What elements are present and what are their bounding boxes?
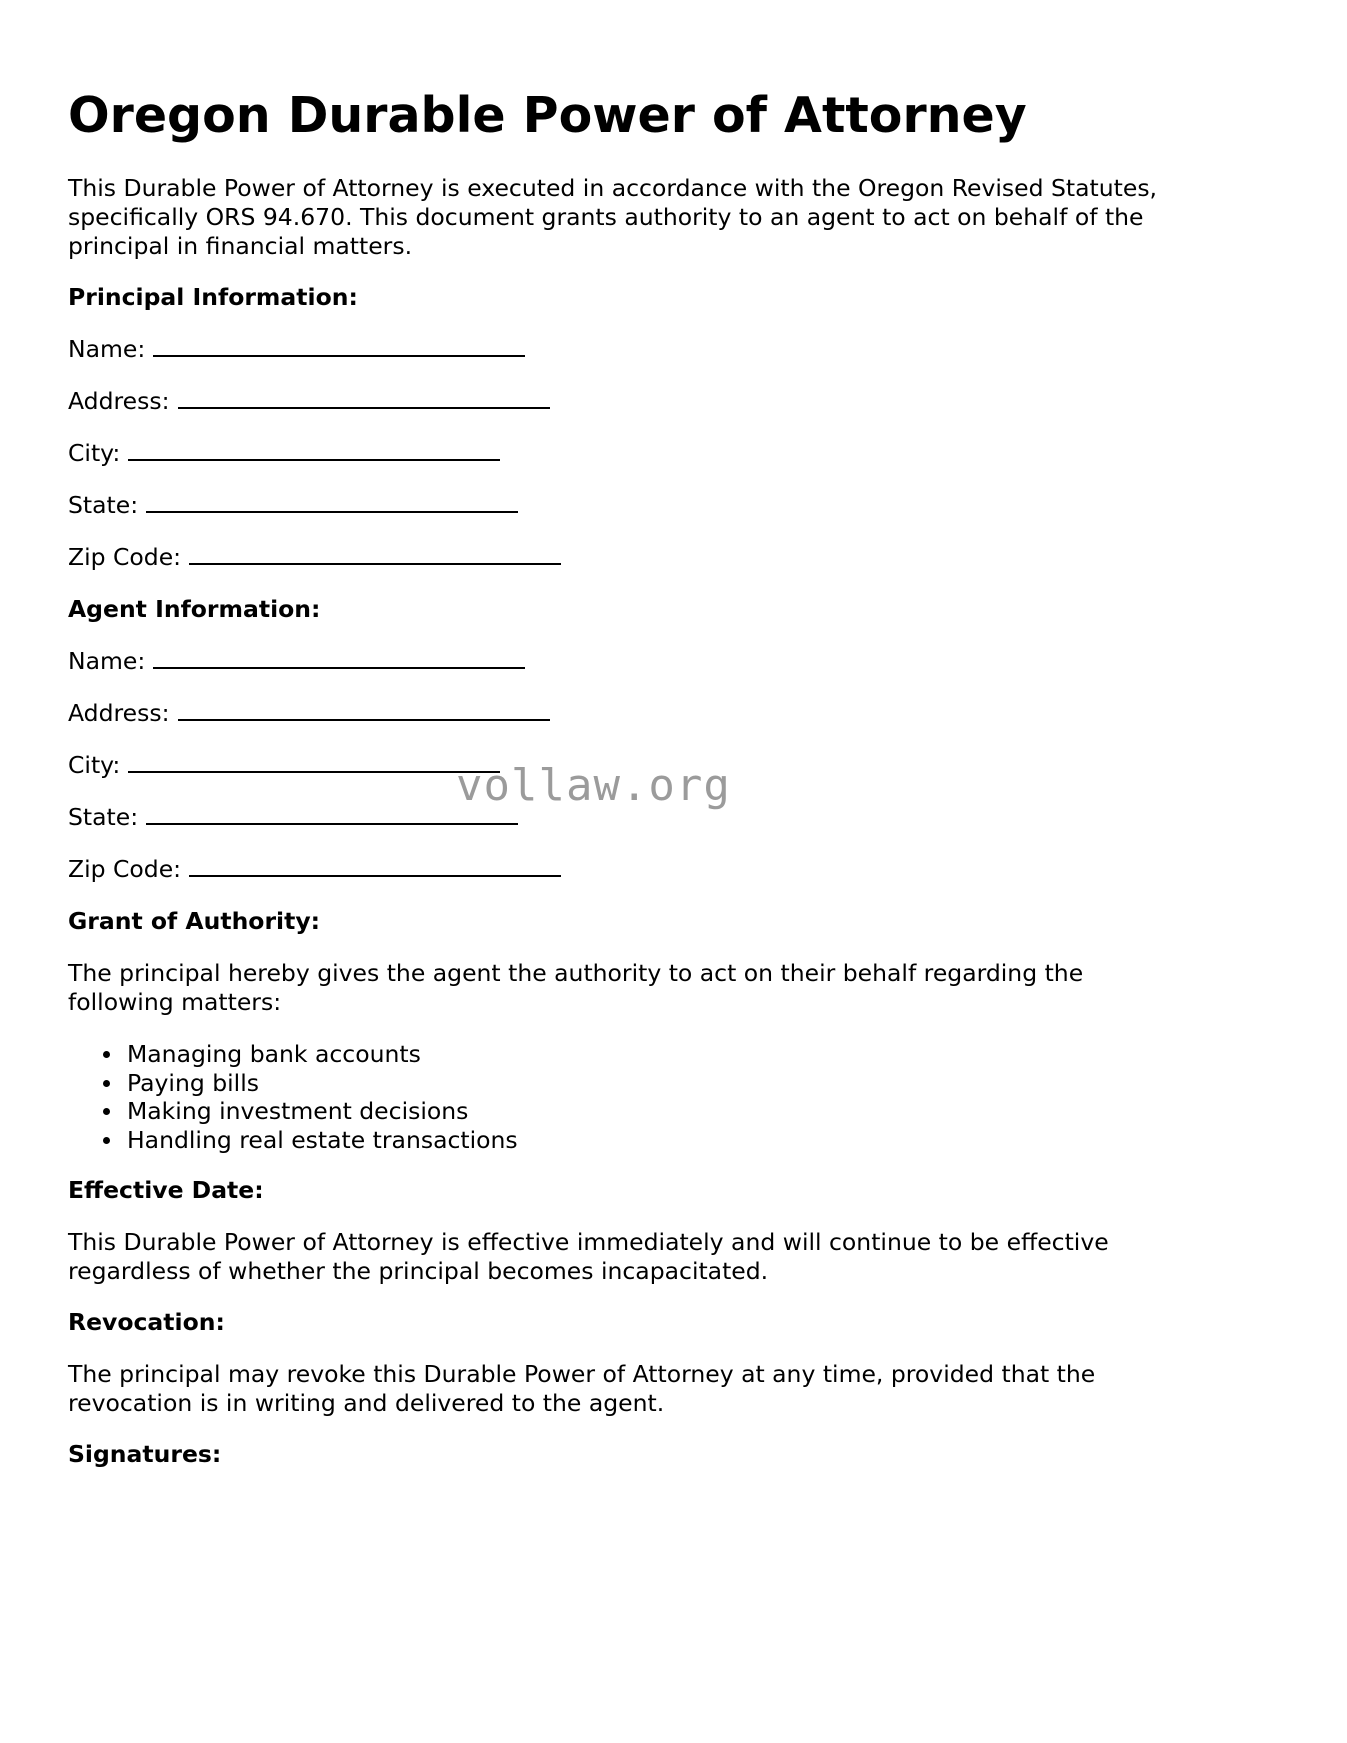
field-label: State:	[68, 803, 139, 831]
principal-address-field[interactable]	[68, 387, 550, 416]
intro-paragraph: This Durable Power of Attorney is executed in accordance with the Oregon Revised Statutes, specifically ORS 94.670. This document grants authority to an agent to act on behalf of the principal in financial matters.	[68, 174, 1158, 260]
field-label: Address:	[68, 387, 170, 415]
list-item: Making investment decisions	[68, 1097, 518, 1126]
field-label: Address:	[68, 699, 170, 727]
bullet-icon	[103, 1080, 110, 1087]
authority-list	[68, 1040, 518, 1154]
effective-paragraph: This Durable Power of Attorney is effective immediately and will continue to be effective regardless of whether the principal becomes incapacitated.	[68, 1228, 1109, 1285]
document-title: Oregon Durable Power of Attorney	[68, 87, 1027, 144]
blank-line[interactable]	[178, 389, 550, 409]
blank-line[interactable]	[189, 857, 561, 877]
blank-line[interactable]	[153, 649, 525, 669]
watermark: vollaw.org	[456, 760, 731, 811]
bullet-icon	[103, 1137, 110, 1144]
signatures-heading: Signatures:	[68, 1440, 222, 1468]
grant-heading: Grant of Authority:	[68, 907, 321, 935]
agent-zip-field[interactable]	[68, 855, 561, 884]
blank-line[interactable]	[189, 545, 561, 565]
list-item: Managing bank accounts	[68, 1040, 518, 1069]
principal-zip-field[interactable]	[68, 543, 561, 572]
blank-line[interactable]	[178, 701, 550, 721]
agent-name-field[interactable]	[68, 647, 525, 676]
blank-line[interactable]	[146, 493, 518, 513]
field-label: Name:	[68, 647, 146, 675]
field-label: Zip Code:	[68, 543, 182, 571]
revocation-heading: Revocation:	[68, 1308, 225, 1336]
blank-line[interactable]	[153, 337, 525, 357]
agent-address-field[interactable]	[68, 699, 550, 728]
grant-paragraph: The principal hereby gives the agent the authority to act on their behalf regarding the following matters:	[68, 959, 1084, 1016]
agent-city-field[interactable]	[68, 751, 500, 780]
field-label: State:	[68, 491, 139, 519]
agent-state-field[interactable]	[68, 803, 518, 832]
revocation-paragraph: The principal may revoke this Durable Power of Attorney at any time, provided that the revocation is in writing and delivered to the agent.	[68, 1360, 1096, 1417]
bullet-icon	[103, 1108, 110, 1115]
principal-city-field[interactable]	[68, 439, 500, 468]
blank-line[interactable]	[128, 441, 500, 461]
field-label: Zip Code:	[68, 855, 182, 883]
principal-name-field[interactable]	[68, 335, 525, 364]
list-item: Handling real estate transactions	[68, 1126, 518, 1155]
bullet-icon	[103, 1051, 110, 1058]
effective-heading: Effective Date:	[68, 1176, 264, 1204]
field-label: City:	[68, 439, 121, 467]
agent-heading: Agent Information:	[68, 595, 321, 623]
list-item: Paying bills	[68, 1069, 518, 1098]
principal-state-field[interactable]	[68, 491, 518, 520]
field-label: Name:	[68, 335, 146, 363]
blank-line[interactable]	[128, 753, 500, 773]
principal-heading: Principal Information:	[68, 283, 358, 311]
field-label: City:	[68, 751, 121, 779]
